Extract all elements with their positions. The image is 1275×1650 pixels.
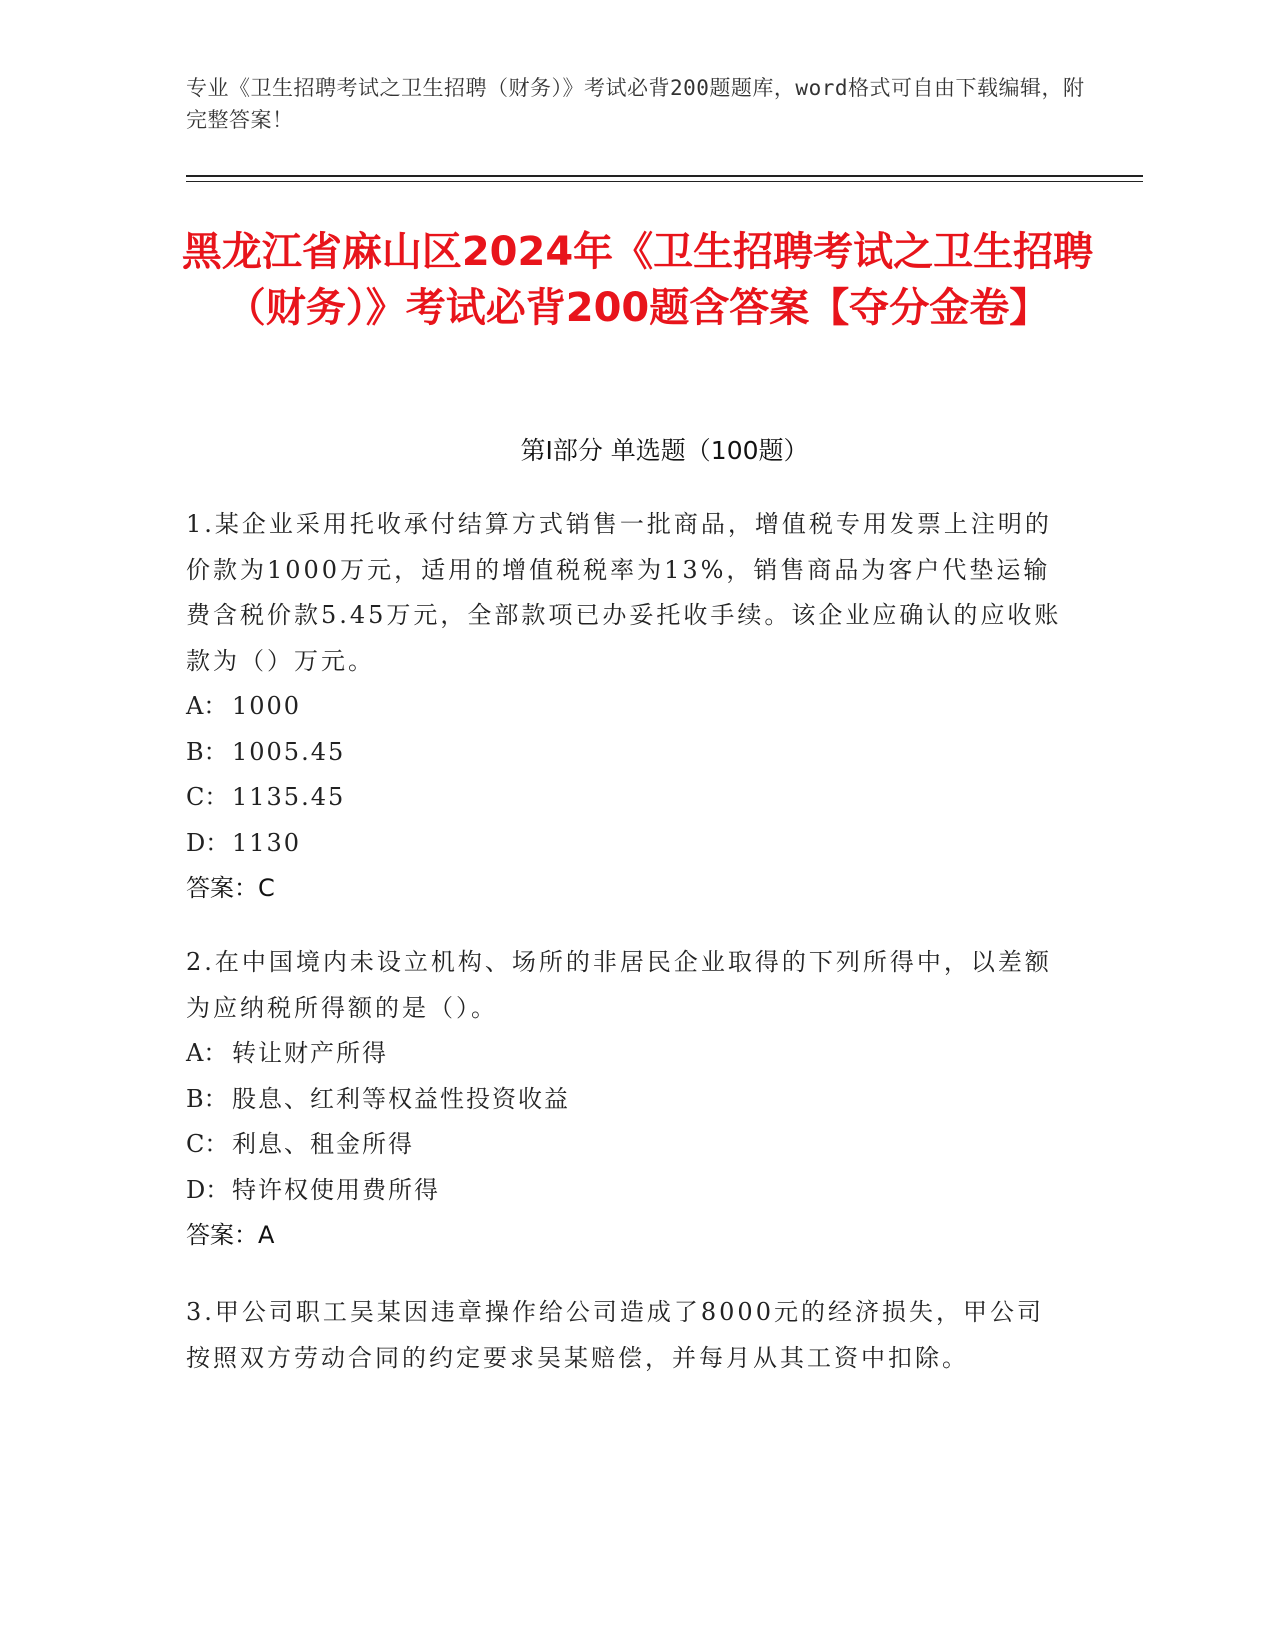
option-text: 1000 — [232, 692, 302, 720]
option-a — [186, 684, 1066, 730]
answer-label: 答案：A — [186, 1221, 275, 1249]
header-divider-thick — [186, 175, 1143, 177]
option-letter: A： — [186, 1039, 228, 1067]
header-note: 专业《卫生招聘考试之卫生招聘（财务）》考试必背200题题库，word格式可自由下载编辑，附完整答案！ — [186, 76, 1085, 132]
option-c — [186, 1122, 1066, 1168]
option-text: 1005.45 — [232, 737, 346, 766]
option-text: 利息、租金所得 — [232, 1130, 414, 1158]
option-text: 1130 — [232, 828, 302, 857]
option-c — [186, 775, 1066, 821]
question-3 — [186, 1290, 1066, 1381]
question-stem: 1.某企业采用托收承付结算方式销售一批商品，增值税专用发票上注明的价款为1000万元，适用的增值税税率为13%，销售商品为客户代垫运输费含税价款5.45万元，全部款项已办妥托收手续。该企业应确认的应收账款为（）万元。 — [186, 510, 1062, 675]
option-text: 特许权使用费所得 — [232, 1175, 440, 1204]
question-2 — [186, 940, 1066, 1259]
option-letter: D： — [186, 828, 230, 857]
document-title: 黑龙江省麻山区2024年《卫生招聘考试之卫生招聘（财务）》考试必背200题含答案【夺分金卷】 — [181, 229, 1094, 331]
question-1 — [186, 502, 1066, 912]
option-b — [186, 730, 1066, 776]
question-stem: 3.甲公司职工吴某因违章操作给公司造成了8000元的经济损失，甲公司按照双方劳动合同的约定要求吴某赔偿，并每月从其工资中扣除。 — [186, 1298, 1044, 1372]
option-letter: B： — [186, 737, 228, 766]
answer-label: 答案：C — [186, 874, 275, 902]
option-d — [186, 1168, 1066, 1214]
question-stem: 2.在中国境内未设立机构、场所的非居民企业取得的下列所得中，以差额为应纳税所得额的是（）。 — [186, 948, 1052, 1022]
option-text: 1135.45 — [232, 783, 346, 811]
option-letter: C： — [186, 1130, 229, 1158]
option-d — [186, 821, 1066, 867]
option-a — [186, 1031, 1066, 1077]
option-b — [186, 1077, 1066, 1123]
option-letter: A： — [186, 692, 228, 720]
option-text: 股息、红利等权益性投资收益 — [232, 1084, 570, 1113]
section-heading: 第Ⅰ部分 单选题（100题） — [520, 436, 809, 465]
option-letter: C： — [186, 783, 229, 811]
option-letter: D： — [186, 1175, 230, 1204]
header-divider-thin — [186, 181, 1143, 182]
option-text: 转让财产所得 — [232, 1039, 388, 1067]
option-letter: B： — [186, 1084, 228, 1113]
